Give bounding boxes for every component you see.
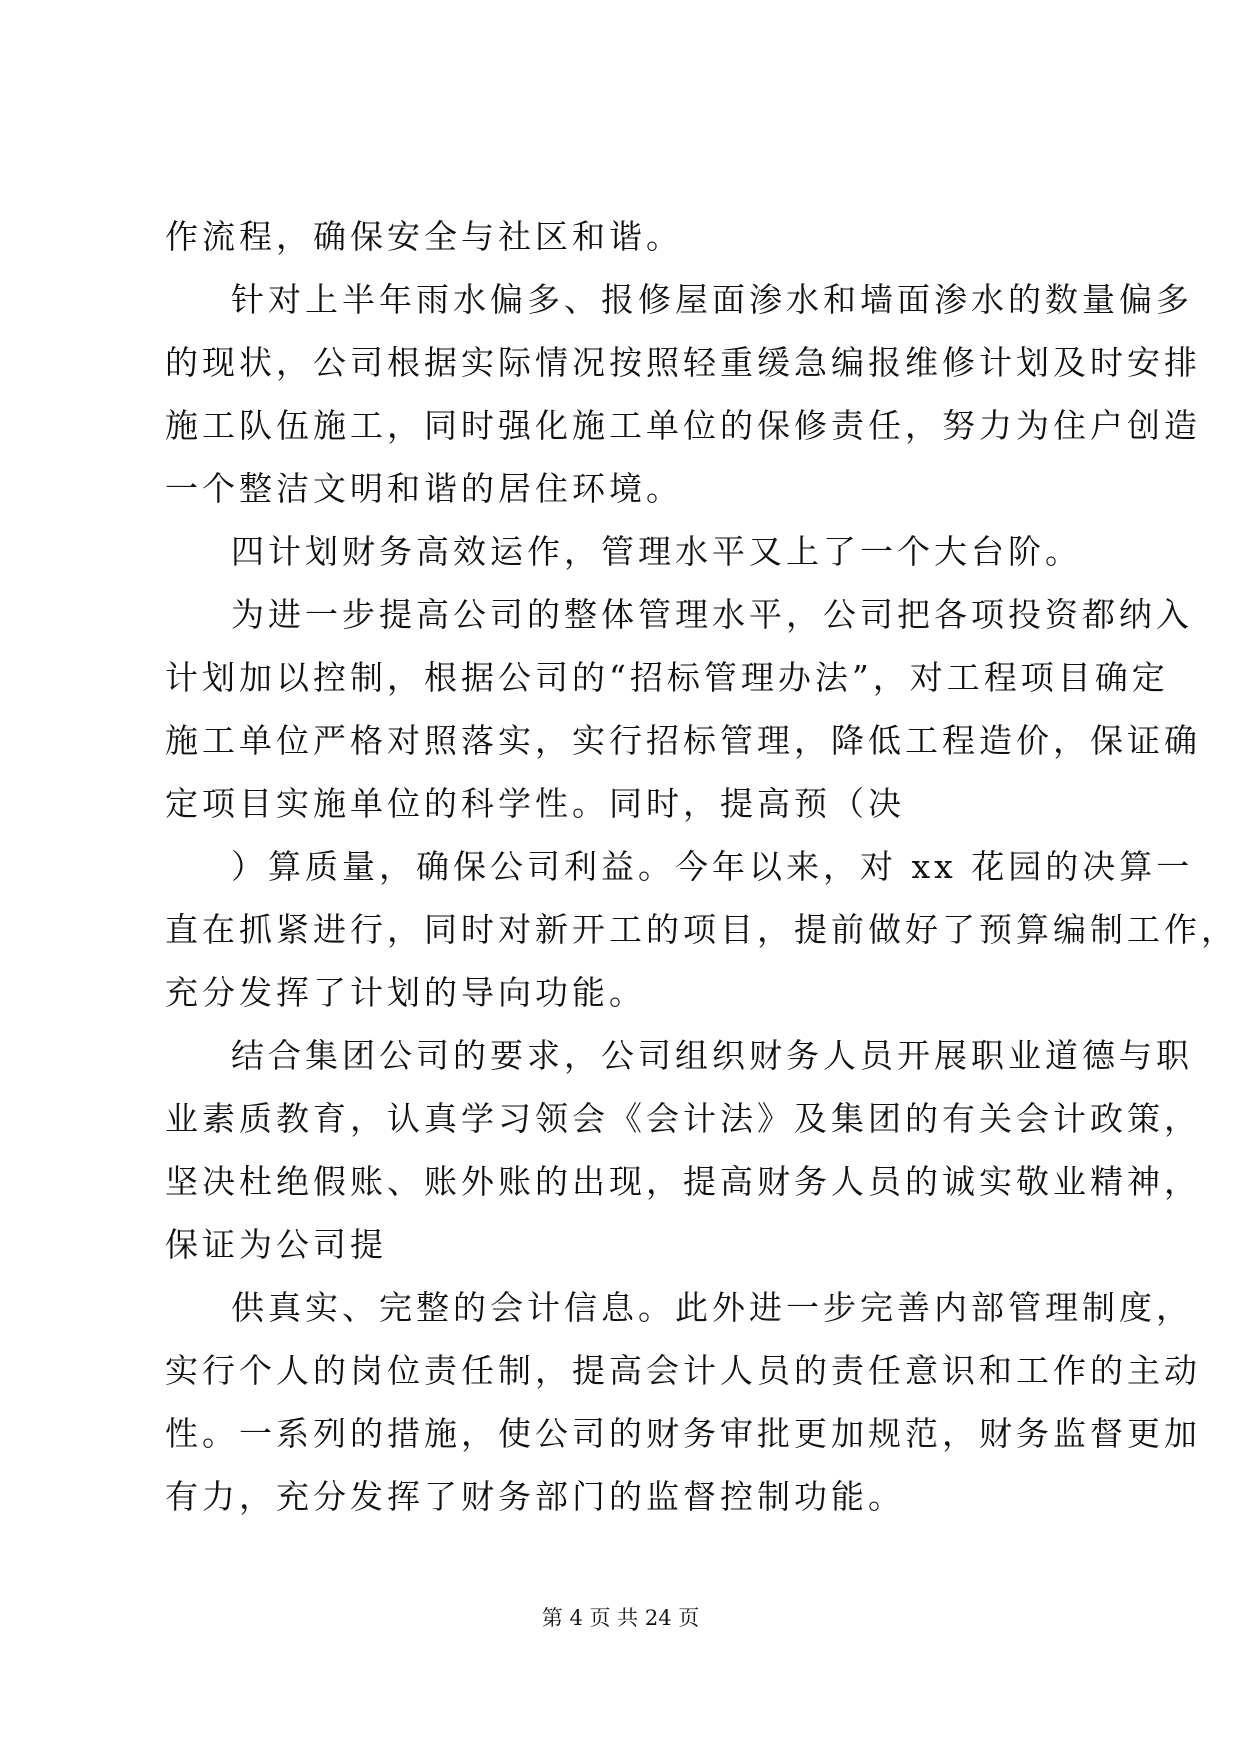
text-line: 保证为公司提 (165, 1225, 387, 1264)
text-line: 性。一系列的措施，使公司的财务审批更加规范，财务监督更加 (165, 1414, 1201, 1453)
text-line: 结合集团公司的要求，公司组织财务人员开展职业道德与职 (231, 1036, 1193, 1075)
text-line: 计划加以控制，根据公司的“招标管理办法”，对工程项目确定 (165, 658, 1169, 697)
text-line: 直在抓紧进行，同时对新开工的项目，提前做好了预算编制工作， (165, 910, 1238, 949)
text-line: 施工单位严格对照落实，实行招标管理，降低工程造价，保证确 (165, 721, 1201, 760)
document-body (165, 205, 1238, 1528)
text-line: 针对上半年雨水偏多、报修屋面渗水和墙面渗水的数量偏多 (231, 280, 1193, 319)
text-line: 为进一步提高公司的整体管理水平，公司把各项投资都纳入 (231, 595, 1193, 634)
page-number: 第 4 页 共 24 页 (541, 1606, 700, 1630)
text-line: ）算质量，确保公司利益。今年以来，对 xx 花园的决算一 (231, 847, 1194, 886)
text-line: 有力，充分发挥了财务部门的监督控制功能。 (165, 1477, 905, 1516)
text-line: 作流程，确保安全与社区和谐。 (165, 217, 683, 256)
text-line: 充分发挥了计划的导向功能。 (165, 973, 646, 1012)
text-line: 供真实、完整的会计信息。此外进一步完善内部管理制度， (231, 1288, 1193, 1327)
text-line: 业素质教育，认真学习领会《会计法》及集团的有关会计政策， (165, 1099, 1201, 1138)
text-line: 实行个人的岗位责任制，提高会计人员的责任意识和工作的主动 (165, 1351, 1201, 1390)
section-heading: 四计划财务高效运作，管理水平又上了一个大台阶。 (231, 532, 1082, 571)
page-footer (0, 1604, 1241, 1632)
text-line: 坚决杜绝假账、账外账的出现，提高财务人员的诚实敬业精神， (165, 1162, 1201, 1201)
text-line: 施工队伍施工，同时强化施工单位的保修责任，努力为住户创造 (165, 406, 1201, 445)
text-line: 的现状，公司根据实际情况按照轻重缓急编报维修计划及时安排 (165, 343, 1201, 382)
text-line: 一个整洁文明和谐的居住环境。 (165, 469, 683, 508)
text-line: 定项目实施单位的科学性。同时，提高预（决 (165, 784, 905, 823)
